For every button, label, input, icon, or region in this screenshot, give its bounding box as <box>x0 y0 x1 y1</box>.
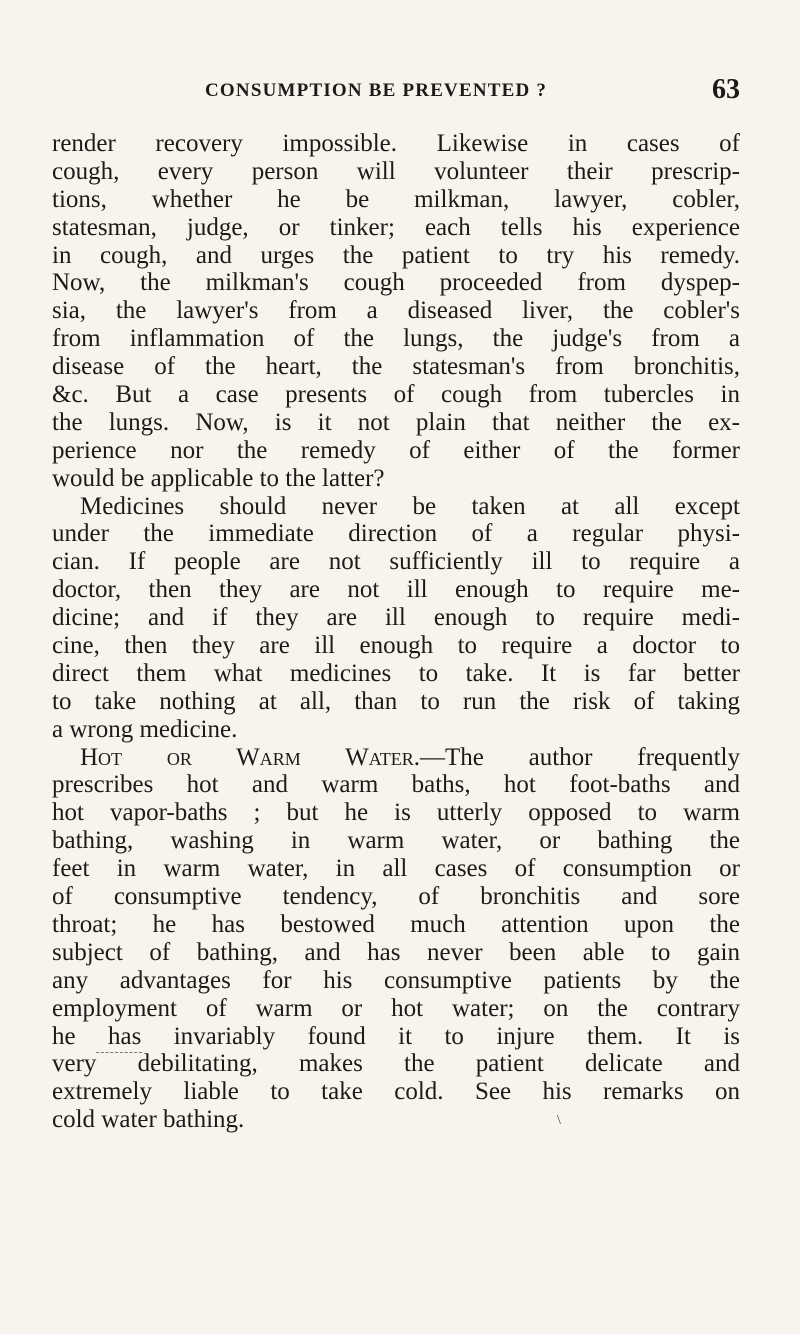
text-line: subject of bathing, and has never been able to gain <box>52 938 740 966</box>
text-line: doctor, then they are not ill enough to require me- <box>52 576 740 604</box>
text-line: cough, every person will volunteer their prescrip- <box>52 157 740 185</box>
text-line: extremely liable to take cold. See his remarks on <box>52 1078 740 1106</box>
text-line: direct them what medicines to take. It is far better <box>52 659 740 687</box>
text-line: render recovery impossible. Likewise in cases of <box>52 130 740 157</box>
text-line: Now, the milkman's cough proceeded from dyspep- <box>52 269 740 297</box>
text-line: employment of warm or hot water; on the contrary <box>52 994 740 1022</box>
text-line: Medicines should never be taken at all except <box>80 492 740 520</box>
text-line: cine, then they are ill enough to require a doctor to <box>52 632 740 660</box>
text-line: very debilitating, makes the patient delicate and <box>52 1050 740 1078</box>
text-line: disease of the heart, the statesman's from bronchitis, <box>52 353 740 381</box>
margin-dashed-rule <box>96 1052 142 1053</box>
text-line: hot vapor-baths ; but he is utterly opposed to warm <box>52 799 740 827</box>
text-line: cold water bathing. <box>52 1106 245 1134</box>
text-line: sia, the lawyer's from a diseased liver, the cobler's <box>52 297 740 325</box>
text-line: the lungs. Now, is it not plain that neither the ex- <box>52 408 740 436</box>
section-heading-line <box>52 744 740 772</box>
text-line: feet in warm water, in all cases of consumption or <box>52 855 740 883</box>
text-line: to take nothing at all, than to run the risk of taking <box>52 687 740 715</box>
page-number: 63 <box>712 74 740 105</box>
text-line: of consumptive tendency, of bronchitis and sore <box>52 883 740 911</box>
text-line: a wrong medicine. <box>52 715 238 743</box>
text-line: perience nor the remedy of either of the former <box>52 436 740 464</box>
running-title: CONSUMPTION BE PREVENTED ? <box>205 80 548 101</box>
running-head <box>205 76 740 112</box>
text-line: he has invariably found it to injure them. It is <box>52 1022 740 1050</box>
text-line: &c. But a case presents of cough from tubercles in <box>52 381 740 409</box>
text-line: would be applicable to the latter? <box>52 464 385 492</box>
text-line: throat; he has bestowed much attention upon the <box>52 910 740 938</box>
text-line: from inflammation of the lungs, the judge's from a <box>52 325 740 353</box>
body-text <box>52 130 740 1134</box>
section-heading: Hot or Warm Water. <box>80 743 420 771</box>
text-line: in cough, and urges the patient to try his remedy. <box>52 241 740 269</box>
text-line: prescribes hot and warm baths, hot foot-baths and <box>52 771 740 799</box>
text-line: —The author frequently <box>419 743 741 771</box>
text-line: any advantages for his consumptive patients by the <box>52 966 740 994</box>
text-line: cian. If people are not sufficiently ill to require a <box>52 548 740 576</box>
marginal-mark: \ <box>557 1113 561 1128</box>
text-line: under the immediate direction of a regular physi- <box>52 520 740 548</box>
text-line: tions, whether he be milkman, lawyer, cobler, <box>52 185 740 213</box>
text-line: statesman, judge, or tinker; each tells his experience <box>52 213 740 241</box>
text-line: dicine; and if they are ill enough to require medi- <box>52 604 740 632</box>
text-line: bathing, washing in warm water, or bathing the <box>52 827 740 855</box>
